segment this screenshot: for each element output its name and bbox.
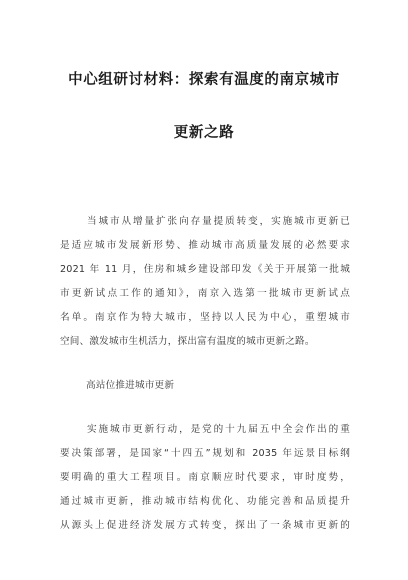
paragraph-1-line-1: 当城市从增量扩张向存量提质转变，实施城市更新已 bbox=[87, 216, 350, 227]
paragraph-2-line-3: 要明确的重大工程项目。南京顺应时代要求，审时度势， bbox=[60, 472, 350, 483]
paragraph-1-line-5: 名单。南京作为特大城市，坚持以人民为中心，重塑城市 bbox=[60, 312, 350, 323]
paragraph-1-line-2: 是适应城市发展新形势、推动城市高质量发展的必然要求 bbox=[60, 240, 350, 251]
document-title-line-2: 更新之路 bbox=[173, 125, 235, 141]
document-title-line-1: 中心组研讨材料：探索有温度的南京城市 bbox=[68, 72, 340, 88]
paragraph-2-line-1: 实施城市更新行动，是党的十九届五中全会作出的重 bbox=[87, 424, 350, 435]
paragraph-2-line-5: 从源头上促进经济发展方式转变，探出了一条城市更新的 bbox=[60, 520, 350, 531]
paragraph-2-line-4: 通过城市更新，推动城市结构优化、功能完善和品质提升 bbox=[60, 496, 350, 507]
paragraph-1-line-6: 空间、激发城市生机活力，探出富有温度的城市更新之路。 bbox=[60, 336, 315, 347]
paragraph-1-line-4: 市更新试点工作的通知》，南京入选第一批城市更新试点 bbox=[60, 288, 350, 299]
paragraph-2-line-2: 要决策部署，是国家“十四五”规划和 2035 年远景目标纲 bbox=[60, 448, 350, 459]
paragraph-1-line-3: 2021 年 11 月，住房和城乡建设部印发《关于开展第一批城 bbox=[60, 264, 350, 275]
section-subheading: 高站位推进城市更新 bbox=[86, 380, 175, 391]
